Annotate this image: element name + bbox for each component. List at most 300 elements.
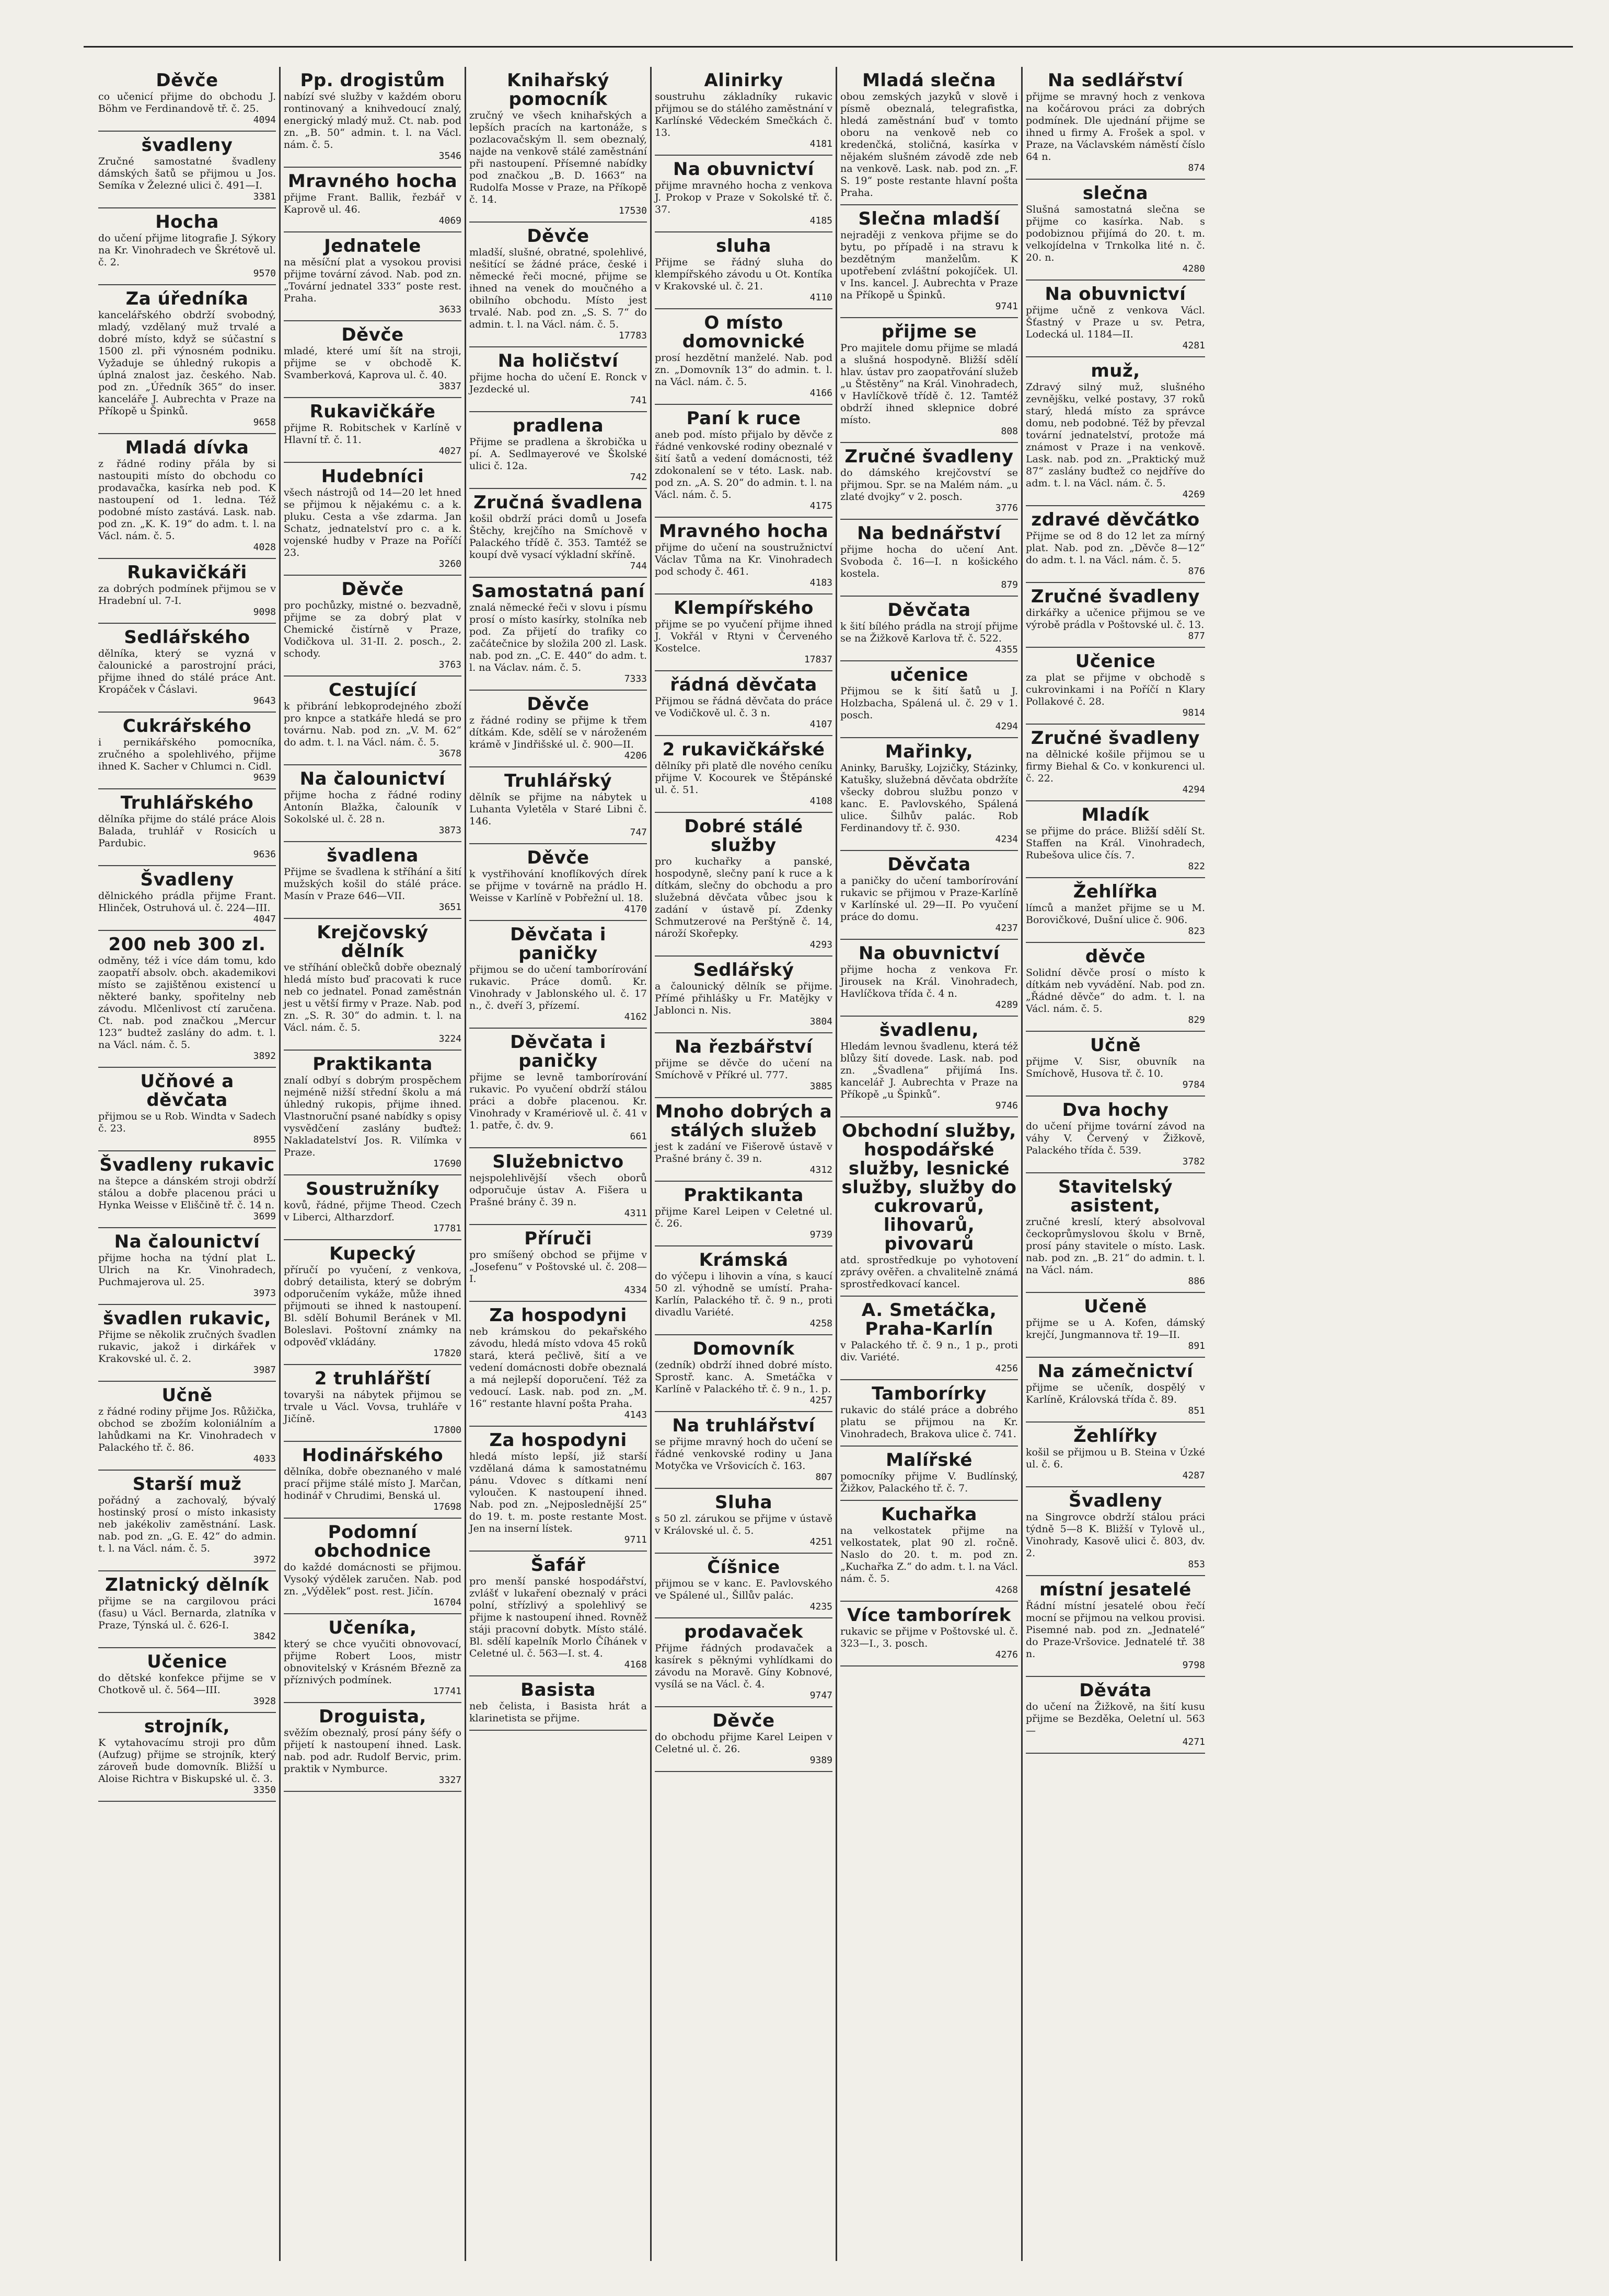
ad-text: přijme se u A. Kofen, dámský krejčí, Jungmannova tř. 19—II. [1026,1317,1205,1341]
classified-ad [655,1554,832,1618]
ad-code: 16704 [433,1597,461,1608]
ad-title: Děvče [341,324,404,345]
ad-code: 4206 [624,750,647,761]
ad-title: Na čalounictví [299,768,446,789]
ad-title: Zručné švadleny [1031,586,1200,607]
ad-code: 4280 [1182,263,1205,274]
ad-title: Kuchařka [881,1504,977,1525]
column-1 [95,67,281,2261]
column-5 [837,67,1023,2261]
classified-ad [655,232,832,309]
ad-text: přijme hocha na týdní plat L. Ulrich na Kr. Vinohradech, Puchmajerova ul. 25. [98,1252,276,1288]
classified-ad [840,597,1018,661]
ad-code: 3804 [809,1016,832,1027]
ad-code: 874 [1188,162,1205,173]
ad-title: učenice [890,665,968,685]
ad-text: do obchodu přijme Karel Leipen v Celetné ul. č. 26. [655,1731,832,1755]
classified-ad [655,1618,832,1707]
ad-code: 4033 [253,1453,276,1464]
ad-text: rukavic se přijme v Poštovské ul. č. 323—I., 3. posch. [840,1626,1018,1649]
ad-code: 9389 [809,1755,832,1766]
ad-code: 3842 [253,1631,276,1642]
ad-title: Učňové a děvčata [140,1071,234,1111]
ad-code: 829 [1188,1015,1205,1025]
ad-title: Zručná švadlena [473,492,643,513]
ad-text: za dobrých podmínek přijmou se v Hradební ul. 7-I. [98,583,276,607]
ad-title: Pp. drogistům [300,70,445,91]
ad-text: z řádné rodiny přijme Jos. Růžička, obchod se zbožím koloniálním a lahůdkami na Kr. Vinohradech v Palackého tř. č. 86. [98,1406,276,1453]
ad-text: přijme hocha do učení E. Ronck v Jezdecké ul. [469,371,647,395]
ad-title: Praktikanta [312,1054,433,1075]
classified-ad [655,309,832,405]
ad-title: Mařinky, [885,741,974,762]
ad-title: Za hospodyni [489,1430,627,1451]
ad-text: dělníka, který se vyzná v čalounické a parostrojní práci, přijme ihned do stálé práce Ant. Kropáček v Čáslavi. [98,648,276,695]
ad-code: 4028 [253,542,276,553]
ad-text: Přijme se švadlena k stříhání a šití mužských košil do stálé práce. Masín v Praze 646—VII. [284,866,461,902]
classified-ad [284,1519,461,1614]
ad-title: Mnoho dobrých a stálých služeb [655,1101,832,1141]
ad-text: pro kuchařky a panské, hospodyně, slečny paní k ruce a k dítkám, slečny do obchodu a pro služebná děvčata vůbec jsou k zadání v ústavě pí. Zdenky Schmutzerové na Perštýně č. 14, nároží Skořepky. [655,856,832,939]
classified-ad [98,1382,276,1471]
ad-text: k šití bílého prádla na strojí přijme se na Žižkově Karlova tř. č. 522. [840,621,1018,644]
ad-code: 17800 [433,1425,461,1436]
ad-title: Děvčata i paničky [510,924,606,964]
ad-title: Sedlářského [124,627,250,648]
classified-ad [469,223,647,347]
classified-ad [98,285,276,434]
classified-ad [98,1648,276,1713]
ad-title: pradlena [512,415,604,436]
classified-ad [840,318,1018,443]
ad-title: Žehlířka [1073,881,1158,902]
ad-code: 3546 [438,150,461,161]
ad-code: 3763 [438,659,461,670]
classified-ad [655,1412,832,1489]
ad-text: přijme Karel Leipen v Celetné ul. č. 26. [655,1206,832,1229]
ad-code: 4257 [809,1395,832,1406]
ad-text: Pro majitele domu přijme se mladá a slušná hospodyně. Bližší sdělí hlav. ústav pro zaopatřování služeb „u Štěstěny“ na Král. Vinohradech, v Havlíčkově třídě č. 12. Tamtéž obdrží ihned sklepnice dobré místo. [840,342,1018,426]
ad-code: 3972 [253,1554,276,1565]
ad-text: mladší, slušné, obratné, spolehlivé, nešitící se žádné práce, české i německé řeči mocné, přijme se ihned na venek do moučného a obilního obchodu. Místo jest trvalé. Nab. pod zn. „S. S. 7“ do admin. t. l. na Václ. nám. č. 5. [469,247,647,330]
ad-text: příručí po vyučení, z venkova, dobrý detailista, který se dobrým odporučením vykáže, může ihned přijmouti se ihned k nastoupení. Bl. sdělí Bohumil Beránek v Ml. Boleslavi. Poštovní známky na odpověď vkládány. [284,1264,461,1348]
ad-text: odměny, též i více dám tomu, kdo zaopatří absolv. obch. akademikovi místo se zajištěnou existencí u některé banky, spořitelny neb závodu. Mlčenlivost ctí zaručena. Ct. nab. pod značkou „Mercur 123“ budtež zaslány do adm. t. l. na Václ. nám. č. 5. [98,955,276,1051]
ad-text: přijme V. Sisr, obuvník na Smíchově, Husova tř. č. 10. [1026,1056,1205,1079]
ad-title: Žehlířky [1073,1426,1157,1447]
classified-ad [284,1703,461,1792]
classified-ad [98,132,276,208]
ad-code: 9798 [1182,1660,1205,1671]
classified-ad [469,1302,647,1427]
ad-title: Praktikanta [684,1185,804,1206]
ad-code: 3873 [438,825,461,836]
classified-ad [469,1148,647,1225]
ad-code: 17530 [618,205,647,216]
ad-code: 9658 [253,417,276,428]
ad-text: zručný ve všech knihařských a lepších pracích na kartonáže, s pozlacovačským ll. sem obeznalý, najde na venkově stálé zaměstnání při nastoupení. Přísemné nabídky pod značkou „B. D. 1663“ na Rudolfa Mosse v Praze, na Příkopě č. 14. [469,110,647,205]
ad-code: 9636 [253,849,276,860]
ad-code: 807 [815,1472,832,1483]
ad-text: K vytahovacímu stroji pro dům (Aufzug) přijme se strojník, který zároveň bude domovník. Bližší u Aloise Richtra v Biskupské ul. č. 3. [98,1737,276,1785]
ad-code: 4234 [995,834,1018,845]
ad-code: 4355 [995,644,1018,655]
ad-code: 4312 [809,1164,832,1175]
ad-text: aneb pod. místo přijalo by děvče z řádné venkovské rodiny obeznalé v šití šatů a vedení domácnosti, též zdokonalení se v této. Lask. nab. pod zn. „A. S. 20“ do admin. t. l. na Václ. nám. č. 5. [655,429,832,500]
classified-ad [98,559,276,624]
ad-code: 8955 [253,1134,276,1145]
ad-text: všech nástrojů od 14—20 let hned se přijmou k nějakému c. a k. pluku. Cesta a vše zdarma. Jan Schatz, jednatelství pro c. a k. vojenské hudby v Praze na Poříčí 23. [284,487,461,558]
ad-text: a paničky do učení tamborírování rukavic se přijmou v Praze-Karlíně v Karlínské ul. 29—II. Po vyučení práce do domu. [840,875,1018,923]
classified-ad [840,738,1018,851]
ad-title: Truhlářského [120,792,254,813]
ad-code: 4258 [809,1318,832,1329]
column-4 [652,67,837,2261]
ad-text: přijme R. Robitschek v Karlíně v Hlavní tř. č. 11. [284,422,461,446]
ad-title: O místo domovnické [682,312,805,352]
ad-title: Mladá dívka [125,437,249,458]
ad-title: Učeně [1084,1296,1147,1317]
classified-ad [655,1335,832,1412]
ad-title: Dva hochy [1062,1100,1169,1121]
classified-ad [840,443,1018,520]
classified-ad [655,1098,832,1182]
ad-text: nejspolehlivější všech oborů odporučuje ústav A. Fišera u Prašné brány č. 39 n. [469,1172,647,1208]
ad-code: 4175 [809,500,832,511]
ad-code: 3224 [438,1033,461,1044]
ad-title: Příruči [524,1228,592,1249]
ad-code: 9784 [1182,1079,1205,1090]
ad-code: 4183 [809,577,832,588]
ad-code: 9739 [809,1229,832,1240]
ad-text: přijme se levně tamborírování rukavic. Po vyučení obdrží stálou práci a dobře placenou. Kr. Vinohrady v Kramériově ul. č. 41 v 1. patře, č. dv. 9. [469,1071,647,1131]
classified-columns [95,67,1579,2261]
classified-ad [1026,801,1205,878]
ad-code: 4162 [624,1011,647,1022]
ad-code: 4185 [809,215,832,226]
ad-title: Děvče [156,70,218,91]
classified-ad [1026,1677,1205,1754]
ad-text: košil se přijmou u B. Steina v Úzké ul. č. 6. [1026,1447,1205,1470]
ad-text: košil obdrží práci domů u Josefa Štěchy, krejčího na Smíchově v Palackého třídě č. 353. Tamtéž se koupí dvě vysací výkladní skříně. [469,513,647,561]
ad-text: mladé, které umí šít na stroji, přijme se v obchodě K. Svamberková, Kaprova ul. č. 40. [284,345,461,381]
ad-title: Děvčata [887,854,971,875]
ad-text: přijme hocha z řádné rodiny Antonín Blažka, čalouník v Sokolské ul. č. 28 n. [284,789,461,825]
classified-ad [284,1175,461,1240]
ad-title: muž, [1091,360,1140,381]
ad-code: 17698 [433,1501,461,1512]
ad-text: znalá německé řeči v slovu i písmu prosí o místo kasírky, stolníka neb pod. Za přijetí do trafiky co začátečnice by složila 200 zl. Lask. nab. pod zn. „C. E. 440“ do adm. t. l. na Václav. nám. č. 5. [469,602,647,673]
classified-ad [98,866,276,931]
ad-text: Aninky, Barušky, Lojzičky, Stázinky, Katušky, služebná děvčata obdržíte všecky dobrou službu ponzo v kanc. E. Pavlovského, Spálená ulice. Šilhův palác. Rob Ferdinandovy tř. č. 930. [840,762,1018,834]
ad-title: Na obuvnictví [859,943,1000,964]
ad-code: 17690 [433,1158,461,1169]
ad-text: dělníka přijme do stálé práce Alois Balada, truhlář v Rosicích u Pardubic. [98,813,276,849]
classified-ad [655,957,832,1033]
classified-ad [469,1676,647,1731]
ad-title: Na bednářství [857,523,1001,544]
ad-code: 4107 [809,719,832,730]
ad-title: slečna [1082,183,1149,204]
ad-text: Přijme se od 8 do 12 let za mírný plat. Nab. pod zn. „Děvče 8—12“ do adm. t. l. na Václ. nám. č. 5. [1026,530,1205,566]
column-3 [466,67,652,2261]
ad-title: Mravného hocha [658,521,829,542]
ad-title: Krejčovský dělník [317,922,429,962]
ad-text: do dětské konfekce přijme se v Chotkově ul. č. 564—III. [98,1672,276,1696]
classified-ad [840,1380,1018,1447]
classified-ad [98,1305,276,1382]
ad-title: Obchodní služby, hospodářské služby, lesnické služby, služby do cukrovarů, lihovarů, pivovarů [841,1121,1017,1254]
classified-ad [98,1151,276,1228]
classified-ad [98,434,276,559]
classified-ad [284,1051,461,1175]
classified-ad [840,205,1018,318]
ad-text: přijme do učení na soustružnictví Václav Tůma na Kr. Vinohradech pod schody č. 461. [655,542,832,577]
ad-title: Klempířského [674,598,814,619]
ad-code: 3699 [253,1211,276,1222]
ad-code: 4168 [624,1659,647,1670]
ad-text: ve stříhání oblečků dobře obeznalý hledá místo buď pracovati k ruce neb co jednatel. Ponad zaměstnán jest u větší firmy v Praze. Nab. pod zn. „S. R. 30“ do admin. t. l. na Václ. nám. č. 5. [284,962,461,1033]
ad-text: (zedník) obdrží ihned dobré místo. Sprostř. kanc. A. Smetáčka v Karlíně v Palackého tř. č. 9 n., 1. p. [655,1359,832,1395]
ad-text: co učenicí přijme do obchodu J. Böhm ve Ferdinandově tř. č. 25. [98,91,276,114]
ad-title: sluha [716,236,771,257]
ad-code: 877 [1188,631,1205,642]
ad-code: 853 [1188,1559,1205,1570]
classified-ad [1026,180,1205,281]
ad-text: Přijmou se řádná děvčata do práce ve Vodičkově ul. č. 3 n. [655,695,832,719]
classified-ad [655,671,832,736]
ad-title: Sedlářský [693,960,794,981]
ad-code: 9711 [624,1534,647,1545]
ad-text: Přijme řádných prodavaček a kasírek s pěknými vyhlídkami do závodu na Moravě. Gíny Kobnové, vysílá se na Václ. č. 4. [655,1642,832,1690]
classified-ad [840,1602,1018,1666]
ad-text: Solidní děvče prosí o místo k dítkám neb vyvádění. Nab. pod zn. „Řádné děvče“ do adm. t. l. na Václ. nám. č. 5. [1026,967,1205,1015]
classified-ad [655,813,832,957]
ad-text: přijme se děvče do učení na Smíchově v Příkré ul. 777. [655,1057,832,1081]
ad-code: 17741 [433,1686,461,1697]
ad-code: 4094 [253,114,276,125]
ad-title: Rukavičkáře [309,401,436,422]
ad-title: Učeníka, [328,1617,417,1638]
ad-text: přijmou se v kanc. E. Pavlovského ve Spálené ul., Šillův palác. [655,1578,832,1601]
classified-ad [840,520,1018,597]
classified-ad [98,789,276,866]
ad-title: Slečna mladší [858,208,1000,229]
ad-code: 4269 [1182,489,1205,500]
classified-ad [469,347,647,412]
ad-code: 4251 [809,1536,832,1547]
ad-title: Děvče [527,226,589,247]
ad-code: 4294 [995,721,1018,732]
ad-title: Mravného hocha [287,171,458,192]
classified-ad [98,1571,276,1648]
ad-text: k přibrání lebkoprodejného zboží pro knpce a statkáře hledá se pro továrnu. Nab. pod zn. „V. M. 62“ do adm. t. l. na Václ. nám. č. 5. [284,701,461,748]
ad-title: Droguista, [319,1706,426,1727]
classified-ad [284,1240,461,1365]
ad-title: Paní k ruce [686,408,801,429]
classified-ad [1026,1358,1205,1423]
ad-text: na Singrovce obdrží stálou práci týdně 5—8 K. Bližší v Tylově ul., Vinohrady, Kasově ulici č. 803, dv. 2. [1026,1511,1205,1559]
ad-text: neb čelista, i Basista hrát a klarinetista se přijme. [469,1700,647,1724]
classified-ad [1026,357,1205,506]
ad-code: 3260 [438,558,461,569]
ad-text: rukavic do stálé práce a dobrého platu se přijmou na Kr. Vinohradech, Brakova ulice č. 741. [840,1404,1018,1440]
ad-title: Dobré stálé služby [684,816,803,856]
ad-title: Basista [520,1680,596,1700]
ad-title: švadlenu, [879,1020,979,1041]
ad-text: do výčepu i lihovin a vína, s kaucí 50 zl. výhodně se umístí. Praha-Karlín, Palackého tř. č. 9 n., proti divadlu Variété. [655,1271,832,1318]
classified-ad [655,405,832,518]
classified-ad [469,67,647,223]
ad-code: 4108 [809,796,832,807]
ad-code: 3782 [1182,1156,1205,1167]
ad-text: s 50 zl. zárukou se přijme v ústavě v Královské ul. č. 5. [655,1513,832,1536]
ad-title: Stavitelský asistent, [1058,1176,1173,1216]
ad-text: přijme Frant. Ballik, řezbář v Kaprově ul. 46. [284,192,461,215]
ad-text: Přijme se řádný sluha do klempířského závodu u Ot. Kontíka v Krakovské ul. č. 21. [655,257,832,292]
classified-ad [1026,725,1205,801]
ad-title: Švadleny rukavic [99,1155,275,1175]
ad-code: 9639 [253,772,276,783]
ad-code: 4166 [809,388,832,399]
top-rule [84,46,1573,48]
ad-code: 4287 [1182,1470,1205,1481]
ad-text: dělníka, dobře obeznaného v malé prací přijme stálé místo J. Marčan, hodinář v Chrudimi, Benská ul. [284,1466,461,1501]
ad-code: 17781 [433,1223,461,1234]
ad-text: límců a manžet přijme se u M. Borovičkové, Dušní ulice č. 906. [1026,902,1205,926]
ad-title: Učně [1090,1035,1141,1056]
classified-ad [1026,648,1205,725]
classified-ad [284,398,461,463]
ad-title: Číšnice [707,1557,780,1578]
ad-title: Knihařský pomocník [507,70,609,110]
ad-title: A. Smetáčka, Praha-Karlín [861,1300,997,1339]
ad-text: kancelářského obdrží svobodný, mladý, vzdělaný muž trvalé a dobré místo, když se súčastní s 1500 zl. při výnosném podniku. Vyžaduje se úhledný rukopis a úplná znalost jaz. českého. Nab. pod zn. „Úředník 365“ do inser. kanceláře J. Aubrechta v Praze na Příkopě u Špinků. [98,309,276,417]
ad-code: 744 [630,561,647,572]
classified-ad [98,1471,276,1571]
ad-code: 3928 [253,1696,276,1707]
classified-ad [655,1033,832,1098]
ad-code: 4334 [624,1285,647,1296]
ad-text: dělnického prádla přijme Frant. Hlinček, Ostruhová ul. č. 224—III. [98,890,276,914]
ad-title: Služebnictvo [492,1151,624,1172]
classified-ad [655,736,832,813]
ad-text: pro smíšený obchod se přijme v „Josefenu“ v Poštovské ul. č. 208—I. [469,1249,647,1285]
classified-ad [1026,1293,1205,1358]
classified-ad [655,1489,832,1554]
classified-ad [840,1297,1018,1380]
ad-code: 823 [1188,926,1205,937]
ad-title: Domovník [692,1338,795,1359]
ad-title: Švadleny [140,869,234,890]
classified-ad [1026,1423,1205,1487]
ad-text: za plat se přijme v obchodě s cukrovinkami i na Poříčí n Klary Pollakové č. 28. [1026,672,1205,707]
ad-code: 3327 [438,1775,461,1786]
classified-ad [469,1552,647,1676]
ad-title: Starší muž [132,1474,242,1495]
ad-code: 3678 [438,748,461,759]
ad-title: Učně [161,1385,213,1406]
ad-code: 4276 [995,1649,1018,1660]
ad-title: Hodinářského [302,1445,444,1466]
classified-ad [1026,943,1205,1032]
classified-ad [469,921,647,1029]
classified-ad [655,1182,832,1246]
ad-code: 9643 [253,695,276,706]
classified-ad [284,1614,461,1703]
classified-ad [655,156,832,232]
ad-title: Děvčata i paničky [510,1032,606,1071]
ad-code: 4170 [624,904,647,915]
column-6 [1023,67,1208,2261]
ad-title: Na sedlářství [1047,70,1184,91]
ad-title: zdravé děvčátko [1031,509,1200,530]
ad-text: nejraději z venkova přijme se do bytu, po případě i na stravu k bezdětným manželům. K upotřebení zvláštní pokojíček. Ul. v Ins. kancel. J. Aubrechta v Praze na Příkopě u Špinků. [840,229,1018,301]
ad-code: 4027 [438,446,461,457]
ad-title: Děvče [527,694,589,715]
classified-ad [1026,583,1205,648]
ad-code: 808 [1001,426,1018,437]
classified-ad [1026,878,1205,943]
classified-ad [284,232,461,321]
ad-code: 4237 [995,923,1018,934]
classified-ad [469,691,647,767]
ad-code: 17820 [433,1348,461,1359]
classified-ad [284,1365,461,1442]
ad-code: 4271 [1182,1736,1205,1747]
classified-ad [98,1068,276,1151]
ad-text: přijme mravného hocha z venkova J. Prokop v Praze v Sokolské tř. č. 37. [655,180,832,215]
ad-title: Děvčata [887,600,971,621]
ad-text: přijme hocha z venkova Fr. Jirousek na Král. Vinohradech, Havlíčkova třída č. 4 n. [840,964,1018,999]
ad-text: na štepce a dánském stroji obdrží stálou a dobře placenou práci u Hynka Weisse v Eliščině tř. č. 14 n. [98,1175,276,1211]
ad-title: Děvče [712,1710,775,1731]
ad-title: švadlen rukavic, [103,1308,271,1329]
ad-title: Děvče [527,847,589,868]
ad-title: Zlatnický dělník [105,1575,269,1595]
ad-text: se přijme mravný hoch do učení se řádné venkovské rodiny u Jana Motyčka ve Vršovicích č. 163. [655,1436,832,1472]
ad-text: a čalounický dělník se přijme. Přímé přihlášky u Fr. Matějky v Jablonci n. Nis. [655,981,832,1016]
ad-title: řádná děvčata [670,674,817,695]
ad-code: 9746 [995,1100,1018,1111]
ad-code: 17783 [618,330,647,341]
ad-title: Zručné švadleny [1031,728,1200,749]
ad-text: atd. sprostředkuje po vyhotovení zprávy ověřen. a chvalitelně známá sprostředkovací kancel. [840,1254,1018,1290]
classified-ad [284,677,461,765]
ad-code: 9098 [253,607,276,617]
ad-code: 822 [1188,861,1205,872]
ad-text: pořádný a zachovalý, bývalý hostinský prosí o místo inkasisty neb jakékoliv zaměstnání. Lask. nab. pod zn. „G. E. 42“ do admin. t. l. na Václ. nám. č. 5. [98,1495,276,1554]
ad-text: Zručné samostatné švadleny dámských šatů se přijmou u Jos. Semíka v Železné ulici č. 491—I. [98,156,276,191]
column-2 [281,67,466,2261]
ad-title: Soustružníky [306,1179,439,1199]
classified-ad [469,412,647,489]
ad-text: neb krámskou do pekařského závodu, hledá místo vdova 45 roků stará, která pečlivě, šití a ve vedení domácnosti dobře obeznalá a má nejlepší doporučení. Též za vedoucí. Lask. nab. pod zn. „M. 16“ restante hlavní pošta Praha. [469,1326,647,1409]
ad-text: hledá místo lepší, již starší vzdělaná dáma k samostatnému pánu. Vdovec s dítkami není vyloučen. K nastoupení ihned. Nab. pod zn. „Nejposlednější 25“ do 19. t. m. poste restante Most. Jen na inserní lístek. [469,1451,647,1534]
classified-ad [840,851,1018,940]
classified-ad [284,919,461,1051]
ad-text: obou zemských jazyků v slově i písmě obeznalá, telegrafistka, hledá zaměstnání buď v tomto oboru na venkově neb co kredenčká, stoličná, kasírka v nějakém slušném závodě zde neb na venkově. Lask. nab. pod zn. „F. S. 19“ poste restante hlavní pošta Praha. [840,91,1018,199]
classified-ad [284,67,461,168]
ad-title: Alinirky [704,70,783,91]
ad-code: 4047 [253,914,276,925]
classified-ad [1026,1173,1205,1293]
ad-title: Podomní obchodnice [314,1522,431,1561]
ad-text: svěžím obeznalý, prosí pány šéfy o přijetí k nastoupení ihned. Lask. nab. pod adr. Rudolf Bervic, prim. praktik v Nymburce. [284,1727,461,1775]
classified-ad [840,67,1018,205]
ad-text: pomocníky přijme V. Budlínský, Žižkov, Palackého tř. č. 7. [840,1471,1018,1494]
ad-text: přijmou se u Rob. Windta v Sadech č. 23. [98,1111,276,1134]
ad-code: 742 [630,472,647,483]
